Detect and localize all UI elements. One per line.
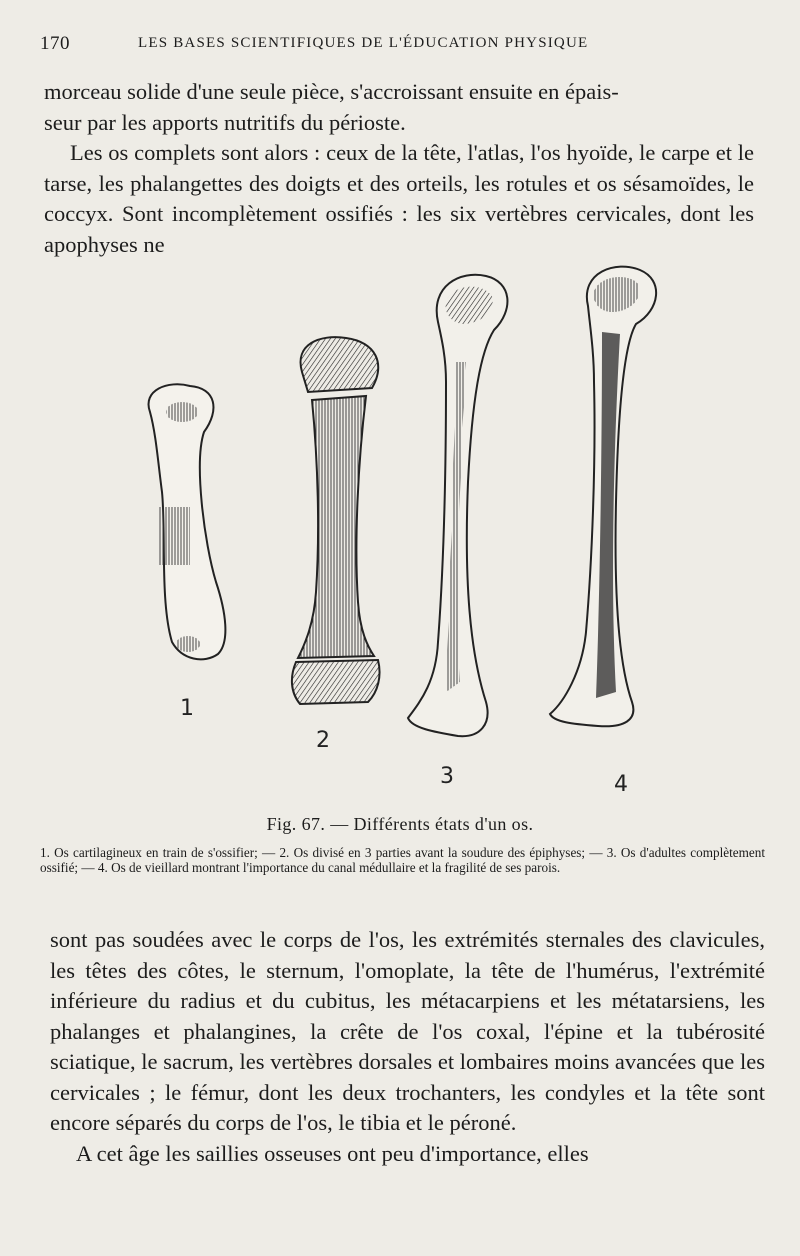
bone-1 [149,384,226,659]
bone-illustration [120,262,680,802]
bone-2 [292,337,380,704]
running-title: LES BASES SCIENTIFIQUES DE L'ÉDUCATION PHYSIQUE [138,35,589,51]
figure-title: Fig. 67. — Différents états d'un os. [266,814,534,834]
text-line: seur par les apports nutritifs du périoste. [44,109,406,135]
label-4: 4 [614,772,628,797]
paragraph: A cet âge les saillies osseuses ont peu d'importance, elles [76,1140,589,1166]
bone-4 [550,267,656,727]
bottom-paragraphs [50,925,765,1169]
text-line: morceau solide d'une seule pièce, s'accroissant ensuite en épais- [44,79,619,104]
label-2: 2 [316,728,330,753]
figure-caption: 1. Os cartilagineux en train de s'ossifier; — 2. Os divisé en 3 parties avant la soudure des épiphyses; — 3. Os d'adultes complètement ossifié; — 4. Os de vieillard montrant l'importance du canal médullaire et la fragilité de ses parois. [40,845,765,875]
paragraph: sont pas soudées avec le corps de l'os, les extrémités sternales des clavicules, les têtes des côtes, le sternum, l'omoplate, la tête de l'humérus, l'extrémité inférieure du radius et du cubitus, les métacarpiens et les métatarsiens, les phalanges et phalangines, la crête de l'os coxal, l'épine et la tubérosité sciatique, le sacrum, les vertèbres dorsales et lombaires moins avancées que les cervicales ; le fémur, dont les deux trochanters, les condyles et la tête sont encore séparés du corps de l'os, le tibia et le péroné. [50,927,765,1135]
label-3: 3 [440,764,454,789]
bone-3 [408,275,507,736]
top-paragraphs [44,77,754,260]
paragraph: Les os complets sont alors : ceux de la tête, l'atlas, l'os hyoïde, le carpe et le tarse, les phalangettes des doigts et des orteils, les rotules et os sésamoïdes, le coccyx. Sont incomplètement ossifiés : les six vertèbres cervicales, dont les apophyses ne [44,140,754,257]
figure-67 [120,262,680,802]
page-number: 170 [40,33,70,54]
label-1: 1 [180,696,194,721]
